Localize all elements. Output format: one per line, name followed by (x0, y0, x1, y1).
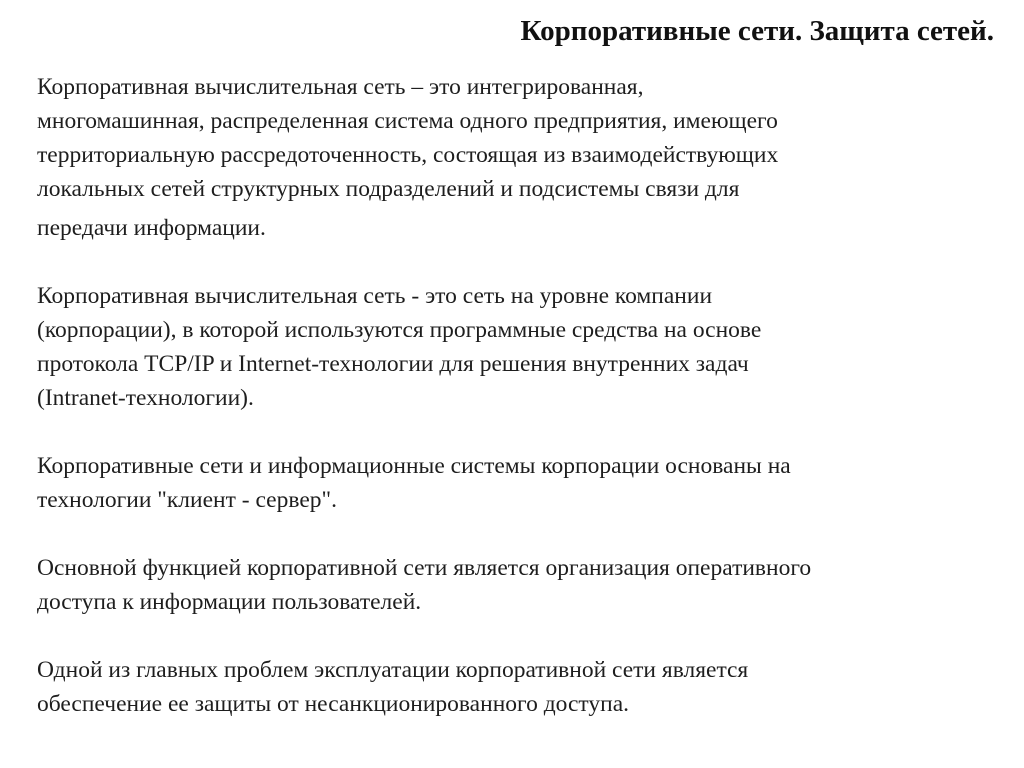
text-line: обеспечение ее защиты от несанкционированного доступа. (37, 691, 630, 717)
paragraph-definition (37, 70, 997, 245)
paragraph-main-function (37, 551, 997, 619)
paragraph-company-network (37, 279, 997, 415)
text-line: (корпорации), в которой используются программные средства на основе (37, 317, 762, 343)
text-line: Одной из главных проблем эксплуатации корпоративной сети является (37, 657, 749, 683)
slide-body (37, 70, 997, 755)
text-line: многомашинная, распределенная система одного предприятия, имеющего (37, 108, 778, 134)
paragraph-protection-problem (37, 653, 997, 721)
slide-title: Корпоративные сети. Защита сетей. (520, 15, 994, 47)
text-line: технологии "клиент - сервер". (37, 487, 337, 513)
text-line: передачи информации. (37, 215, 266, 241)
text-line: доступа к информации пользователей. (37, 589, 422, 615)
text-line: Основной функцией корпоративной сети является организация оперативного (37, 555, 812, 581)
text-line: Корпоративная вычислительная сеть – это интегрированная, (37, 74, 644, 100)
paragraph-client-server (37, 449, 997, 517)
text-line: (Intranet-технологии). (37, 385, 254, 411)
text-line: локальных сетей структурных подразделений и подсистемы связи для (37, 176, 740, 202)
text-line: Корпоративная вычислительная сеть - это сеть на уровне компании (37, 283, 713, 309)
text-line: протокола TCP/IP и Internet-технологии для решения внутренних задач (37, 351, 749, 377)
text-line: территориальную рассредоточенность, состоящая из взаимодействующих (37, 142, 779, 168)
text-line: Корпоративные сети и информационные системы корпорации основаны на (37, 453, 791, 479)
